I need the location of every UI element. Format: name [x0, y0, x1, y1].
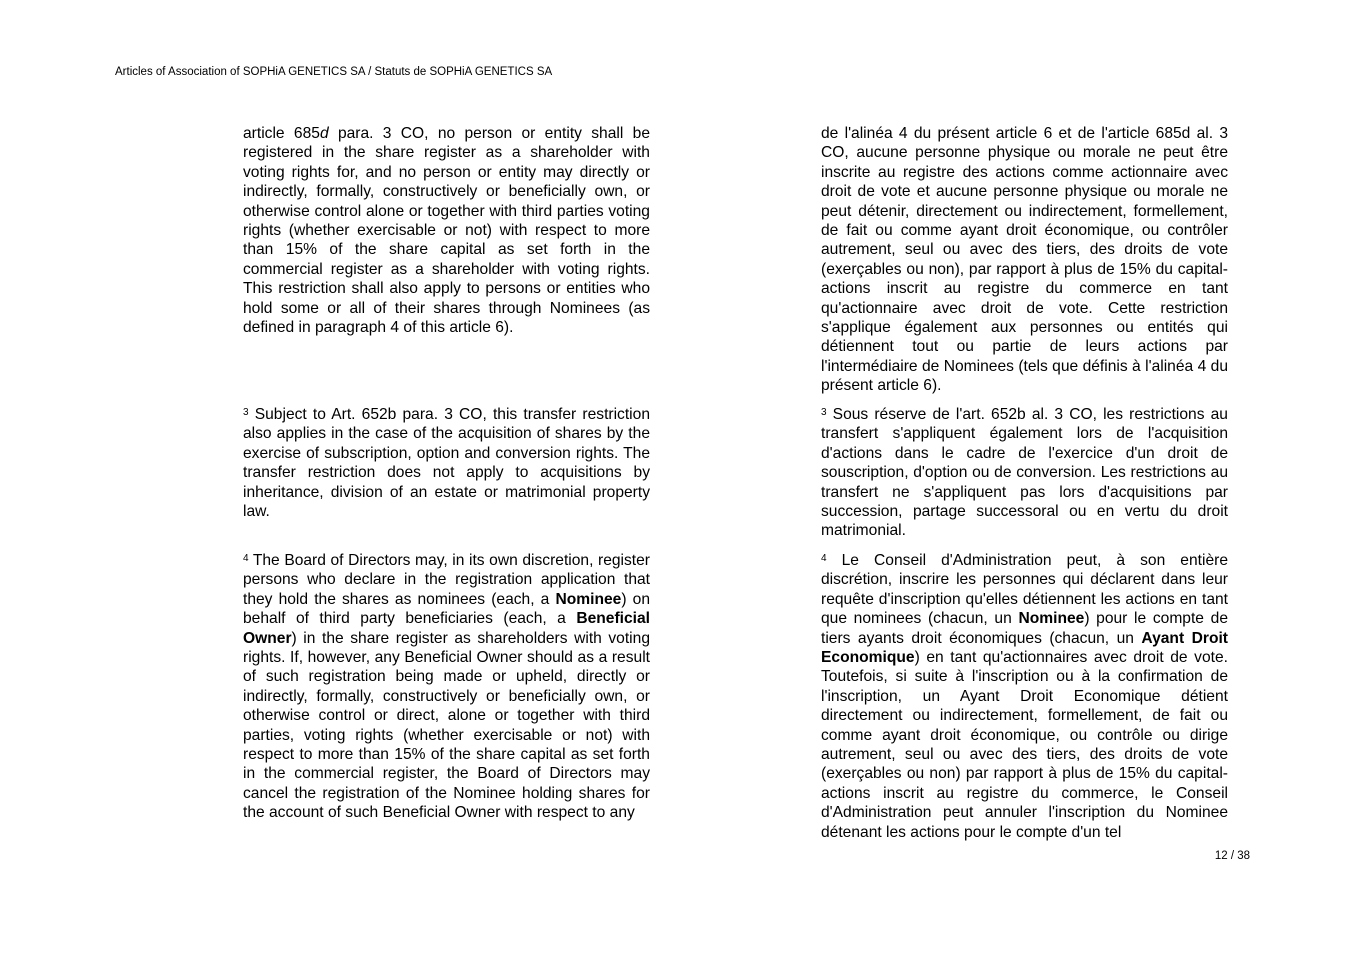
- en-p3-number: 4: [243, 553, 249, 564]
- en-p3-text-3: ) in the share register as shareholders with voting rights. If, however, any Beneficial Owner should as a result of such registration being made or upheld, directly or indirectly, formally, constructively or beneficially own, or otherwise control or direct, alone or together with third parties, voting rights (whether exercisable or not) with respect to more than 15% of the share capital as set forth in the commercial register, the Board of Directors may cancel the registration of the Nominee holding shares for the account of such Beneficial Owner with respect to any: [243, 629, 650, 822]
- en-term-beneficial-owner: Beneficial Owner: [243, 610, 650, 647]
- fr-term-nominee: Nominee: [1018, 610, 1085, 628]
- fr-p3-text-3: ) en tant qu'actionnaires avec droit de vote. Toutefois, si suite à l'inscription ou à la confirmation de l'inscription, un Ayant Droit Economique détient directement ou indirectement, formellement, de fait ou comme ayant droit économique, ou contrôle ou dirige autrement, seul ou avec des tiers, des droits de vote (exerçables ou non) par rapport à plus de 15% du capital-actions inscrit au registre du commerce, le Conseil d'Administration peut annuler l'inscription du Nominee détenant les actions pour le compte d'un tel: [821, 649, 1228, 841]
- en-p2-number: 3: [243, 407, 249, 418]
- en-paragraph-4: [243, 551, 650, 823]
- fr-paragraph-4: [821, 551, 1228, 842]
- en-paragraph-continued: [243, 124, 650, 337]
- en-p3-text-2: ) on behalf of third party beneficiaries (each, a: [243, 590, 650, 628]
- page-number: 12 / 38: [1214, 850, 1250, 862]
- en-p1-text-c: para. 3 CO, no person or entity shall be registered in the share register as a shareholder with voting rights for, and no person or entity may directly or indirectly, formally, constructively or beneficially own, or otherwise control alone or together with third parties voting rights (whether exercisable or not) with respect to more than 15% of the share capital as set forth in the commercial register as a shareholder with voting rights. This restriction shall also apply to persons or entities who hold some or all of their shares through Nominees (as defined in paragraph 4 of this article 6).: [243, 125, 650, 337]
- fr-term-ayant-droit: Ayant Droit Economique: [821, 629, 1228, 667]
- fr-paragraph-continued: de l'alinéa 4 du présent article 6 et de l'article 685d al. 3 CO, aucune personne physique ou morale ne peut être inscrite au registre des actions comme actionnaire avec droit de vote et aucune personne physique ou morale ne peut détenir, directement ou indirectement, formellement, de fait ou comme ayant droit économique, ou contrôler autrement, seul ou avec des tiers, des droits de vote (exerçables ou non), par rapport à plus de 15% du capital-actions inscrit au registre du commerce en tant qu'actionnaire avec droit de vote. Cette restriction s'applique également aux personnes ou entités qui détiennent tout ou partie de leurs actions par l'intermédiaire de Nominees (tels que définis à l'alinéa 4 du présent article 6).: [821, 125, 1228, 395]
- en-p3-text-1: The Board of Directors may, in its own discretion, register persons who declare in the registration application that they hold the shares as nominees (each, a: [243, 552, 650, 608]
- fr-paragraph-3: [821, 405, 1228, 541]
- en-p2-text: Subject to Art. 652b para. 3 CO, this transfer restriction also applies in the case of the acquisition of shares by the exercise of subscription, option and conversion rights. The transfer restriction does not apply to acquisitions by inheritance, division of an estate or matrimonial property law.: [243, 406, 650, 521]
- en-p1-italic: d: [319, 125, 329, 142]
- document-header: Articles of Association of SOPHiA GENETICS SA / Statuts de SOPHiA GENETICS SA: [115, 66, 553, 78]
- fr-p3-number: 4: [821, 553, 827, 564]
- fr-p2-number: 3: [821, 407, 827, 418]
- en-term-nominee: Nominee: [555, 590, 622, 608]
- en-p1-text-a: article 685: [243, 125, 320, 142]
- en-paragraph-3: [243, 405, 650, 521]
- fr-p3-text-2: ) pour le compte de tiers ayants droit économiques (chacun, un: [821, 610, 1228, 647]
- fr-p3-text-1: Le Conseil d'Administration peut, à son entière discrétion, inscrire les personnes qui déclarent dans leur requête d'inscription qu'elles détiennent les actions en tant que nominees (chacun, un: [821, 552, 1228, 628]
- fr-p2-text: Sous réserve de l'art. 652b al. 3 CO, les restrictions au transfert s'appliquent également lors de l'acquisition d'actions dans le cadre de l'exercice d'un droit de souscription, d'option ou de conversion. Les restrictions au transfert ne s'appliquent pas lors d'acquisitions par succession, partage successoral ou en vertu du droit matrimonial.: [821, 406, 1228, 540]
